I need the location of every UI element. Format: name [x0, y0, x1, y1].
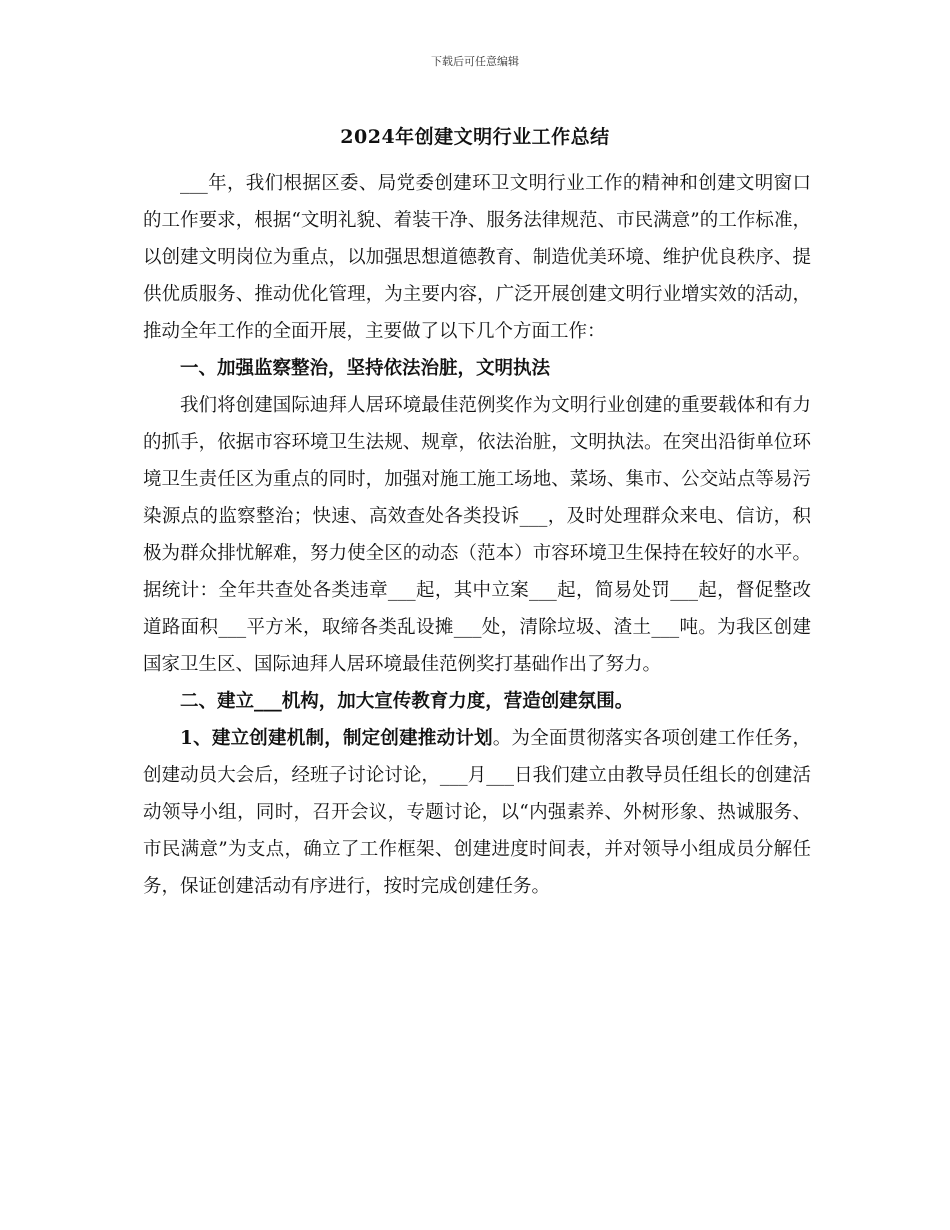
document-body — [143, 165, 811, 905]
section-2-sub-1-lead: 1、建立创建机制，制定创建推动计划 — [180, 728, 493, 749]
section-1-paragraph: 我们将创建国际迪拜人居环境最佳范例奖作为文明行业创建的重要载体和有力的抓手，依据市容环境卫生法规、规章，依法治脏，文明执法。在突出沿街单位环境卫生责任区为重点的同时，加强对施工施工场地、菜场、集市、公交站点等易污染源点的监察整治；快速、高效查处各类投诉___，及时处理群众来电、信访，积极为群众排忧解难，努力使全区的动态（范本）市容环境卫生保持在较好的水平。据统计：全年共查处各类违章___起，其中立案___起，简易处罚___起，督促整改道路面积___平方米，取缔各类乱设摊___处，清除垃圾、渣土___吨。为我区创建国家卫生区、国际迪拜人居环境最佳范例奖打基础作出了努力。 — [143, 395, 811, 675]
page-header-note: 下载后可任意编辑 — [431, 55, 519, 68]
section-2-sub-1-text: 。为全面贯彻落实各项创建工作任务，创建动员大会后，经班子讨论讨论，___月___日我们建立由教导员任组长的创建活动领导小组，同时，召开会议，专题讨论，以“内强素养、外树形象、热诚服务、市民满意”为支点，确立了工作框架、创建进度时间表，并对领导小组成员分解任务，保证创建活动有序进行，按时完成创建任务。 — [143, 728, 811, 897]
section-2-sub-1-paragraph — [143, 720, 811, 905]
section-2-heading: 二、建立___机构，加大宣传教育力度，营造创建氛围。 — [180, 691, 634, 712]
document-title: 2024年创建文明行业工作总结 — [340, 126, 610, 148]
intro-paragraph: ___年，我们根据区委、局党委创建环卫文明行业工作的精神和创建文明窗口的工作要求，根据“文明礼貌、着装干净、服务法律规范、市民满意”的工作标准，以创建文明岗位为重点，以加强思想道德教育、制造优美环境、维护优良秩序、提供优质服务、推动优化管理，为主要内容，广泛开展创建文明行业增实效的活动，推动全年工作的全面开展，主要做了以下几个方面工作： — [143, 173, 811, 342]
section-1-heading: 一、加强监察整治，坚持依法治脏，文明执法 — [180, 358, 551, 379]
